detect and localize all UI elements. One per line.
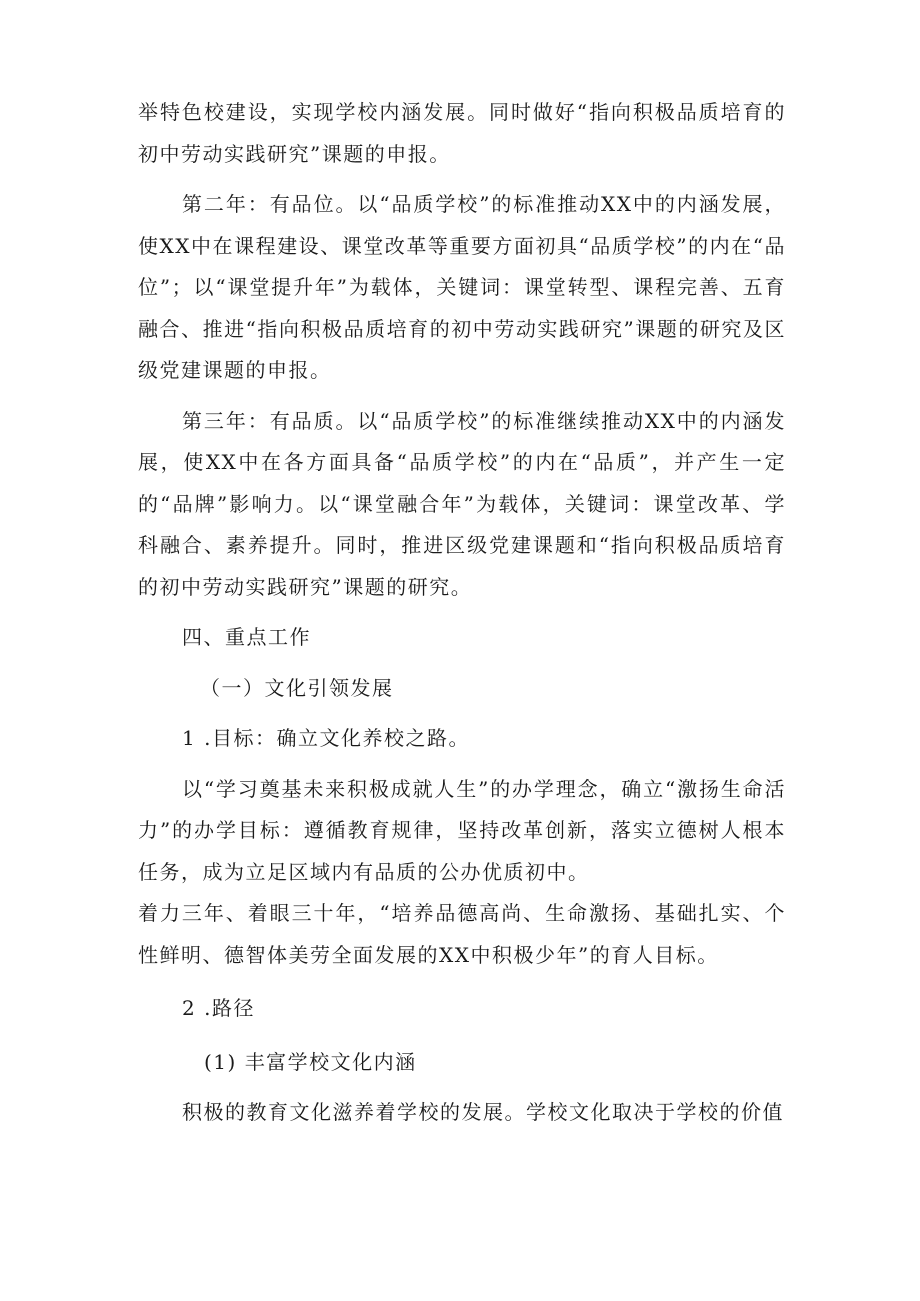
paragraph-education-target: 着力三年、着眼三十年，“培养品德高尚、生命激扬、基础扎实、个性鲜明、德智体美劳全面发展的XX中积极少年”的育人目标。 <box>138 901 786 967</box>
document-page <box>138 92 786 1134</box>
paragraph-continued: 举特色校建设，实现学校内涵发展。同时做好“指向积极品质培育的初中劳动实践研究”课题的申报。 <box>138 100 786 166</box>
paragraph-culture: 积极的教育文化滋养着学校的发展。学校文化取决于学校的价值 <box>182 1100 784 1124</box>
list-item-path: 2 .路径 <box>182 996 255 1020</box>
paragraph-year-two: 第二年：有品位。以“品质学校”的标准推动XX中的内涵发展，使XX中在课程建设、课堂改革等重要方面初具“品质学校”的内在“品位”；以“课堂提升年”为载体，关键词：课堂转型、课程完善、五育融合、推进“指向积极品质培育的初中劳动实践研究”课题的研究及区级党建课题的申报。 <box>138 192 786 382</box>
paragraph-year-three: 第三年：有品质。以“品质学校”的标准继续推动XX中的内涵发展，使XX中在各方面具备“品质学校”的内在“品质”，并产生一定的“品牌”影响力。以“课堂融合年”为载体，关键词：课堂改革、学科融合、素养提升。同时，推进区级党建课题和“指向积极品质培育的初中劳动实践研究”课题的研究。 <box>138 408 786 599</box>
subsection-heading-culture: （一）文化引领发展 <box>200 675 394 700</box>
list-item-enrich-culture: (1) 丰富学校文化内涵 <box>204 1049 417 1074</box>
section-heading-key-work: 四、重点工作 <box>182 625 311 649</box>
paragraph-school-goal: 以“学习奠基未来积极成就人生”的办学理念，确立“激扬生命活力”的办学目标：遵循教育规律，坚持改革创新，落实立德树人根本任务，成为立足区域内有品质的公办优质初中。 <box>138 776 786 884</box>
list-item-goal: 1 .目标：确立文化养校之路。 <box>182 726 470 750</box>
